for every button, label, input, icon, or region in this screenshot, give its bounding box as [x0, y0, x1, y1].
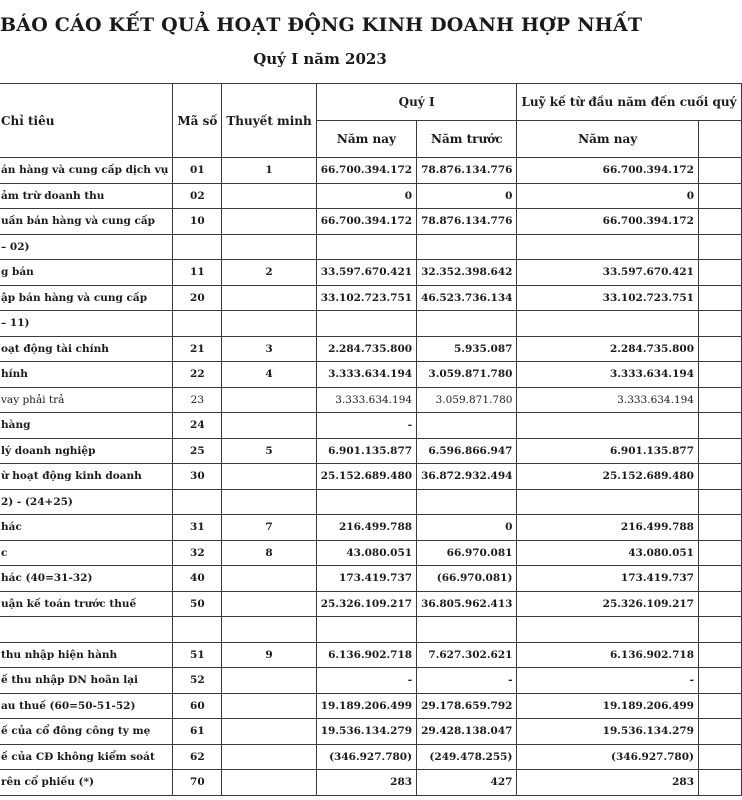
row-name: án hàng và cung cấp dịch vụ [0, 158, 173, 184]
row-value-cumulative [517, 234, 699, 260]
row-cut-cell [699, 387, 742, 413]
row-note [222, 464, 316, 490]
table-row [0, 540, 741, 566]
row-value-cumulative: 216.499.788 [517, 515, 699, 541]
row-value-current: 43.080.051 [316, 540, 416, 566]
row-code [173, 489, 222, 515]
row-value-current: 3.333.634.194 [316, 387, 416, 413]
row-value-previous: 0 [417, 515, 517, 541]
row-value-current: 25.326.109.217 [316, 591, 416, 617]
column-header-chi-tieu: Chỉ tiêu [0, 84, 173, 158]
row-code: 02 [173, 183, 222, 209]
row-note [222, 744, 316, 770]
row-name: 2) - (24+25) [0, 489, 173, 515]
row-value-current: 66.700.394.172 [316, 158, 416, 184]
row-value-current: 173.419.737 [316, 566, 416, 592]
row-cut-cell [699, 464, 742, 490]
row-name: hính [0, 362, 173, 388]
row-name: lý doanh nghiệp [0, 438, 173, 464]
row-value-previous: 66.970.081 [417, 540, 517, 566]
row-code: 30 [173, 464, 222, 490]
row-code: 50 [173, 591, 222, 617]
row-value-cumulative: 6.901.135.877 [517, 438, 699, 464]
row-value-previous [417, 489, 517, 515]
row-cut-cell [699, 515, 742, 541]
table-row [0, 209, 741, 235]
row-value-current [316, 311, 416, 337]
row-value-cumulative [517, 617, 699, 643]
row-name: g bán [0, 260, 173, 286]
row-value-cumulative [517, 413, 699, 439]
row-value-current: 3.333.634.194 [316, 362, 416, 388]
table-row [0, 464, 741, 490]
row-value-previous: 6.596.866.947 [417, 438, 517, 464]
column-header-nam-truoc: Năm trước [417, 121, 517, 158]
row-name: hàng [0, 413, 173, 439]
row-code: 01 [173, 158, 222, 184]
row-note [222, 770, 316, 796]
table-row [0, 387, 741, 413]
income-statement-table [0, 83, 742, 796]
row-value-cumulative: 19.189.206.499 [517, 693, 699, 719]
row-value-cumulative: 283 [517, 770, 699, 796]
row-note: 9 [222, 642, 316, 668]
table-row [0, 234, 741, 260]
row-value-cumulative [517, 311, 699, 337]
row-value-previous: 32.352.398.642 [417, 260, 517, 286]
row-value-cumulative: 25.152.689.480 [517, 464, 699, 490]
row-value-current: (346.927.780) [316, 744, 416, 770]
row-code: 40 [173, 566, 222, 592]
row-code: 21 [173, 336, 222, 362]
row-cut-cell [699, 617, 742, 643]
row-value-previous [417, 617, 517, 643]
row-value-current: 0 [316, 183, 416, 209]
table-row [0, 617, 741, 643]
column-header-ma-so: Mã số [173, 84, 222, 158]
row-cut-cell [699, 209, 742, 235]
row-value-cumulative: 19.536.134.279 [517, 719, 699, 745]
row-value-current [316, 489, 416, 515]
row-value-cumulative: 0 [517, 183, 699, 209]
row-value-current: 66.700.394.172 [316, 209, 416, 235]
row-cut-cell [699, 770, 742, 796]
row-value-cumulative: 173.419.737 [517, 566, 699, 592]
row-code: 22 [173, 362, 222, 388]
row-name: uần bán hàng và cung cấp [0, 209, 173, 235]
table-row [0, 489, 741, 515]
row-note [222, 387, 316, 413]
row-note [222, 591, 316, 617]
row-code: 60 [173, 693, 222, 719]
table-row [0, 362, 741, 388]
row-name: – 11) [0, 311, 173, 337]
row-name: ế của cổ đông công ty mẹ [0, 719, 173, 745]
row-note: 2 [222, 260, 316, 286]
report-title: BÁO CÁO KẾT QUẢ HOẠT ĐỘNG KINH DOANH HỢP NHẤT [0, 14, 643, 36]
row-note: 4 [222, 362, 316, 388]
row-value-current: 19.536.134.279 [316, 719, 416, 745]
row-code: 31 [173, 515, 222, 541]
table-row [0, 770, 741, 796]
row-note: 3 [222, 336, 316, 362]
row-code: 51 [173, 642, 222, 668]
row-value-previous: 29.428.138.047 [417, 719, 517, 745]
row-value-previous: 29.178.659.792 [417, 693, 517, 719]
row-value-current: 33.597.670.421 [316, 260, 416, 286]
row-value-cumulative: 2.284.735.800 [517, 336, 699, 362]
row-code: 23 [173, 387, 222, 413]
row-value-previous: 78.876.134.776 [417, 158, 517, 184]
table-row [0, 183, 741, 209]
table-row [0, 285, 741, 311]
row-value-previous: 5.935.087 [417, 336, 517, 362]
row-value-previous [417, 234, 517, 260]
row-value-cumulative: 66.700.394.172 [517, 158, 699, 184]
row-cut-cell [699, 744, 742, 770]
row-value-current: 6.901.135.877 [316, 438, 416, 464]
column-header-lk-cut [699, 121, 742, 158]
row-value-previous: (249.478.255) [417, 744, 517, 770]
table-row [0, 515, 741, 541]
row-value-cumulative: 33.102.723.751 [517, 285, 699, 311]
row-code: 20 [173, 285, 222, 311]
report-period: Quý I năm 2023 [253, 50, 387, 68]
row-note: 5 [222, 438, 316, 464]
row-code: 24 [173, 413, 222, 439]
table-row [0, 591, 741, 617]
row-value-current [316, 234, 416, 260]
row-value-previous: (66.970.081) [417, 566, 517, 592]
row-value-current: - [316, 668, 416, 694]
table-body [0, 158, 741, 796]
header-row-top [0, 84, 741, 121]
row-code: 52 [173, 668, 222, 694]
row-note [222, 489, 316, 515]
row-value-previous: 78.876.134.776 [417, 209, 517, 235]
row-value-cumulative: 33.597.670.421 [517, 260, 699, 286]
row-value-previous [417, 413, 517, 439]
row-value-current: 6.136.902.718 [316, 642, 416, 668]
row-value-previous [417, 311, 517, 337]
table-row [0, 693, 741, 719]
row-cut-cell [699, 668, 742, 694]
row-name: ừ hoạt động kinh doanh [0, 464, 173, 490]
row-name: hác (40=31-32) [0, 566, 173, 592]
row-note [222, 617, 316, 643]
table-row [0, 336, 741, 362]
row-value-previous: 3.059.871.780 [417, 387, 517, 413]
table-row [0, 158, 741, 184]
row-value-cumulative: - [517, 668, 699, 694]
row-value-previous: 46.523.736.134 [417, 285, 517, 311]
row-name: ảm trừ doanh thu [0, 183, 173, 209]
row-cut-cell [699, 260, 742, 286]
row-cut-cell [699, 591, 742, 617]
row-note [222, 209, 316, 235]
row-code: 32 [173, 540, 222, 566]
row-note [222, 183, 316, 209]
row-name: vay phải trả [0, 387, 173, 413]
table-row [0, 744, 741, 770]
row-name: uận kế toán trước thuế [0, 591, 173, 617]
row-value-current: 2.284.735.800 [316, 336, 416, 362]
row-code: 10 [173, 209, 222, 235]
row-value-cumulative: 3.333.634.194 [517, 387, 699, 413]
row-value-previous: 0 [417, 183, 517, 209]
row-value-current: 283 [316, 770, 416, 796]
row-note: 1 [222, 158, 316, 184]
row-value-cumulative: 43.080.051 [517, 540, 699, 566]
row-cut-cell [699, 693, 742, 719]
row-code [173, 617, 222, 643]
row-code: 25 [173, 438, 222, 464]
row-value-current [316, 617, 416, 643]
row-name [0, 617, 173, 643]
column-header-lk-nam-nay: Năm nay [517, 121, 699, 158]
row-code: 62 [173, 744, 222, 770]
table-row [0, 438, 741, 464]
row-value-cumulative: 66.700.394.172 [517, 209, 699, 235]
row-name: rên cổ phiếu (*) [0, 770, 173, 796]
row-value-cumulative [517, 489, 699, 515]
row-value-previous: 427 [417, 770, 517, 796]
row-note [222, 668, 316, 694]
row-name: ế thu nhập DN hoãn lại [0, 668, 173, 694]
row-code: 11 [173, 260, 222, 286]
row-note: 8 [222, 540, 316, 566]
table-row [0, 566, 741, 592]
row-note [222, 311, 316, 337]
column-header-nam-nay: Năm nay [316, 121, 416, 158]
column-group-quy: Quý I [316, 84, 517, 121]
table-row [0, 311, 741, 337]
row-cut-cell [699, 158, 742, 184]
row-cut-cell [699, 566, 742, 592]
row-note [222, 719, 316, 745]
row-value-previous: 36.872.932.494 [417, 464, 517, 490]
row-name: – 02) [0, 234, 173, 260]
table-row [0, 668, 741, 694]
row-name: ế của CĐ không kiểm soát [0, 744, 173, 770]
row-cut-cell [699, 489, 742, 515]
row-cut-cell [699, 285, 742, 311]
row-value-current: 216.499.788 [316, 515, 416, 541]
row-name: au thuế (60=50-51-52) [0, 693, 173, 719]
row-name: thu nhập hiện hành [0, 642, 173, 668]
column-group-luy-ke: Luỹ kế từ đầu năm đến cuối quý [517, 84, 741, 121]
column-header-thuyet-minh: Thuyết minh [222, 84, 316, 158]
row-value-previous: - [417, 668, 517, 694]
row-note [222, 413, 316, 439]
row-cut-cell [699, 642, 742, 668]
row-cut-cell [699, 362, 742, 388]
row-cut-cell [699, 413, 742, 439]
row-note [222, 234, 316, 260]
table-row [0, 642, 741, 668]
row-cut-cell [699, 336, 742, 362]
row-name: c [0, 540, 173, 566]
row-note: 7 [222, 515, 316, 541]
row-code: 70 [173, 770, 222, 796]
row-cut-cell [699, 183, 742, 209]
row-cut-cell [699, 719, 742, 745]
row-value-cumulative: (346.927.780) [517, 744, 699, 770]
row-value-cumulative: 3.333.634.194 [517, 362, 699, 388]
row-name: oạt động tài chính [0, 336, 173, 362]
row-cut-cell [699, 234, 742, 260]
row-value-previous: 36.805.962.413 [417, 591, 517, 617]
row-note [222, 285, 316, 311]
row-cut-cell [699, 438, 742, 464]
table-row [0, 260, 741, 286]
row-value-cumulative: 25.326.109.217 [517, 591, 699, 617]
row-name: hác [0, 515, 173, 541]
row-value-previous: 7.627.302.621 [417, 642, 517, 668]
row-code [173, 234, 222, 260]
table-row [0, 719, 741, 745]
row-code: 61 [173, 719, 222, 745]
row-name: ập bán hàng và cung cấp [0, 285, 173, 311]
row-value-current: 19.189.206.499 [316, 693, 416, 719]
row-note [222, 693, 316, 719]
row-value-current: 25.152.689.480 [316, 464, 416, 490]
row-code [173, 311, 222, 337]
row-value-previous: 3.059.871.780 [417, 362, 517, 388]
table-row [0, 413, 741, 439]
row-note [222, 566, 316, 592]
row-value-current: 33.102.723.751 [316, 285, 416, 311]
row-value-cumulative: 6.136.902.718 [517, 642, 699, 668]
row-cut-cell [699, 540, 742, 566]
row-cut-cell [699, 311, 742, 337]
row-value-current: - [316, 413, 416, 439]
